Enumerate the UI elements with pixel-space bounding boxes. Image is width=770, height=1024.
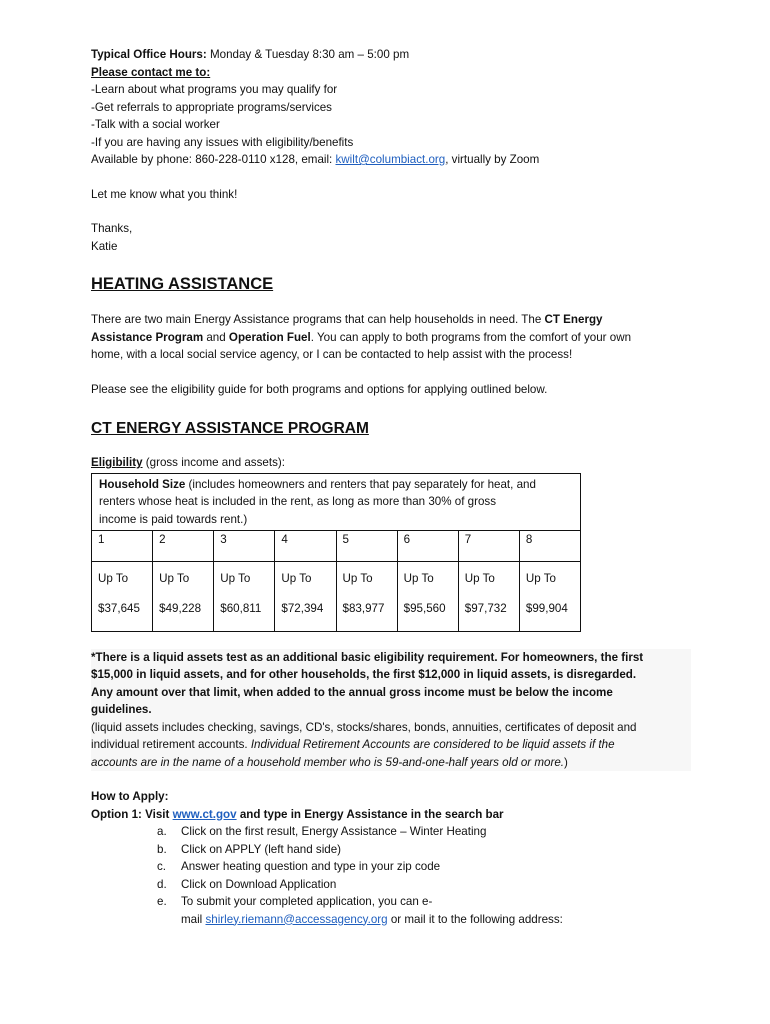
size-cell: 4 [275,530,336,561]
liquid-italic: accounts are in the name of a household member who is 59-and-one-half years old or more. [91,755,565,769]
liquid-assets-notice [91,649,691,772]
assets-note-line: $15,000 in liquid assets, and for other households, the first $12,000 in liquid assets, is disregarded. [91,668,637,681]
liquid-text: ) [564,755,568,769]
limit-value: $95,560 [403,601,446,615]
household-note: (includes homeowners and renters that pay separately for heat, and [185,477,536,491]
upto-label: Up To [281,571,312,585]
step-text: mail [181,912,206,926]
limit-cell [519,561,580,631]
size-cell: 8 [519,530,580,561]
step-text: To submit your completed application, you can e- [181,895,433,908]
closing-message: Let me know what you think! [91,187,238,201]
intro-text: . You can apply to both programs from the comfort of your own [310,330,632,344]
upto-label: Up To [464,571,495,585]
limit-cell [336,561,397,631]
limit-cell [153,561,214,631]
availability-suffix: , virtually by Zoom [445,153,540,166]
household-size-header [91,473,581,530]
contact-item: -If you are having any issues with eligibility/benefits [91,135,354,149]
apply-step [91,876,691,894]
size-cell: 7 [458,530,519,561]
limit-cell [458,561,519,631]
limit-cell [92,561,153,631]
ct-gov-link[interactable]: www.ct.gov [172,807,237,821]
option-1-text: Option 1: Visit [91,807,173,821]
limit-value: $99,904 [525,601,568,615]
liquid-italic: Individual Retirement Accounts are considered to be liquid assets if the [250,738,615,751]
heating-intro-line-3: home, with a local social service agency, or I can be contacted to help assist with the process! [91,348,573,361]
assets-note-line: Any amount over that limit, when added to the annual gross income must be below the income [91,685,613,699]
assets-note-line: guidelines. [91,703,152,716]
office-hours-line [91,46,691,64]
limit-value: $83,977 [342,601,385,615]
limit-cell [397,561,458,631]
step-text: Answer heating question and type in your zip code [181,860,441,873]
eligibility-label: Eligibility [91,456,143,469]
upto-label: Up To [403,571,434,585]
step-text: Click on APPLY (left hand side) [181,842,342,856]
step-marker: c. [157,860,167,873]
heating-intro-line-1 [91,311,691,329]
upto-label: Up To [159,571,190,585]
availability-prefix: Available by phone: 860-228-0110 x128, email: [91,153,336,166]
step-text: Click on the first result, Energy Assistance – Winter Heating [181,825,487,838]
availability-line [91,151,691,169]
limit-value: $97,732 [464,601,507,615]
intro-bold: Operation Fuel [228,330,311,344]
intro-text: There are two main Energy Assistance programs that can help households in need. The [91,313,545,326]
contact-heading: Please contact me to: [91,65,211,79]
income-limit-row [92,561,581,631]
ct-program-title: CT ENERGY ASSISTANCE PROGRAM [91,420,369,437]
liquid-assets-line: (liquid assets includes checking, savings, CD's, stocks/shares, bonds, annuities, certificates of deposit and [91,720,637,734]
option-1-text: and type in Energy Assistance in the search bar [236,807,504,821]
limit-value: $37,645 [98,601,140,615]
intro-bold: CT Energy [544,313,603,326]
eligibility-guide-text: Please see the eligibility guide for both programs and options for applying outlined below. [91,382,548,396]
closing-name: Katie [91,239,118,253]
upto-label: Up To [98,571,129,585]
step-text: or mail it to the following address: [387,912,563,926]
apply-step-continued [91,911,691,929]
step-marker: a. [157,825,167,838]
step-text: Click on Download Application [181,877,337,891]
liquid-assets-line [91,736,691,754]
limit-cell [214,561,275,631]
contact-item: -Talk with a social worker [91,118,220,131]
apply-step [91,893,691,911]
apply-steps-list [91,823,691,928]
eligibility-line [91,454,691,472]
household-note: renters whose heat is included in the rent, as long as more than 30% of gross [99,495,496,508]
income-limits-grid [91,530,581,632]
how-to-apply-heading: How to Apply: [91,790,169,803]
document-page [91,46,691,928]
limit-value: $60,811 [220,601,262,615]
eligibility-note: (gross income and assets): [142,456,285,469]
household-size-row [92,530,581,561]
upto-label: Up To [525,571,556,585]
contact-item: -Get referrals to appropriate programs/services [91,100,332,114]
limit-cell [275,561,336,631]
household-note: income is paid towards rent.) [99,512,248,526]
apply-step [91,858,691,876]
size-cell: 3 [214,530,275,561]
apply-step [91,841,691,859]
intro-bold: Assistance Program [91,330,204,344]
office-hours-value: Monday & Tuesday 8:30 am – 5:00 pm [206,48,410,61]
step-marker: b. [157,842,167,856]
limit-value: $72,394 [281,601,324,615]
email-link-kwilt[interactable]: kwilt@columbiact.org [335,153,446,166]
income-table [91,473,581,632]
liquid-assets-line [91,754,691,772]
household-size-label: Household Size [99,477,186,491]
heating-intro-line-2 [91,329,691,347]
upto-label: Up To [342,571,373,585]
liquid-text: individual retirement accounts. [91,738,251,751]
size-cell: 6 [397,530,458,561]
size-cell: 2 [153,530,214,561]
limit-value: $49,228 [159,601,202,615]
contact-item: -Learn about what programs you may qualify for [91,83,338,96]
step-marker: d. [157,877,167,891]
heating-assistance-title: HEATING ASSISTANCE [91,275,274,293]
assets-note-line: *There is a liquid assets test as an additional basic eligibility requirement. For homeowners, the first [91,650,644,664]
option-1-line [91,806,691,824]
intro-text: and [203,330,229,344]
upto-label: Up To [220,571,251,585]
step-marker: e. [157,895,167,908]
size-cell: 1 [92,530,153,561]
apply-step [91,823,691,841]
office-hours-label: Typical Office Hours: [91,48,207,61]
size-cell: 5 [336,530,397,561]
closing-thanks: Thanks, [91,222,133,235]
email-link-shirley[interactable]: shirley.riemann@accessagency.org [205,912,388,926]
